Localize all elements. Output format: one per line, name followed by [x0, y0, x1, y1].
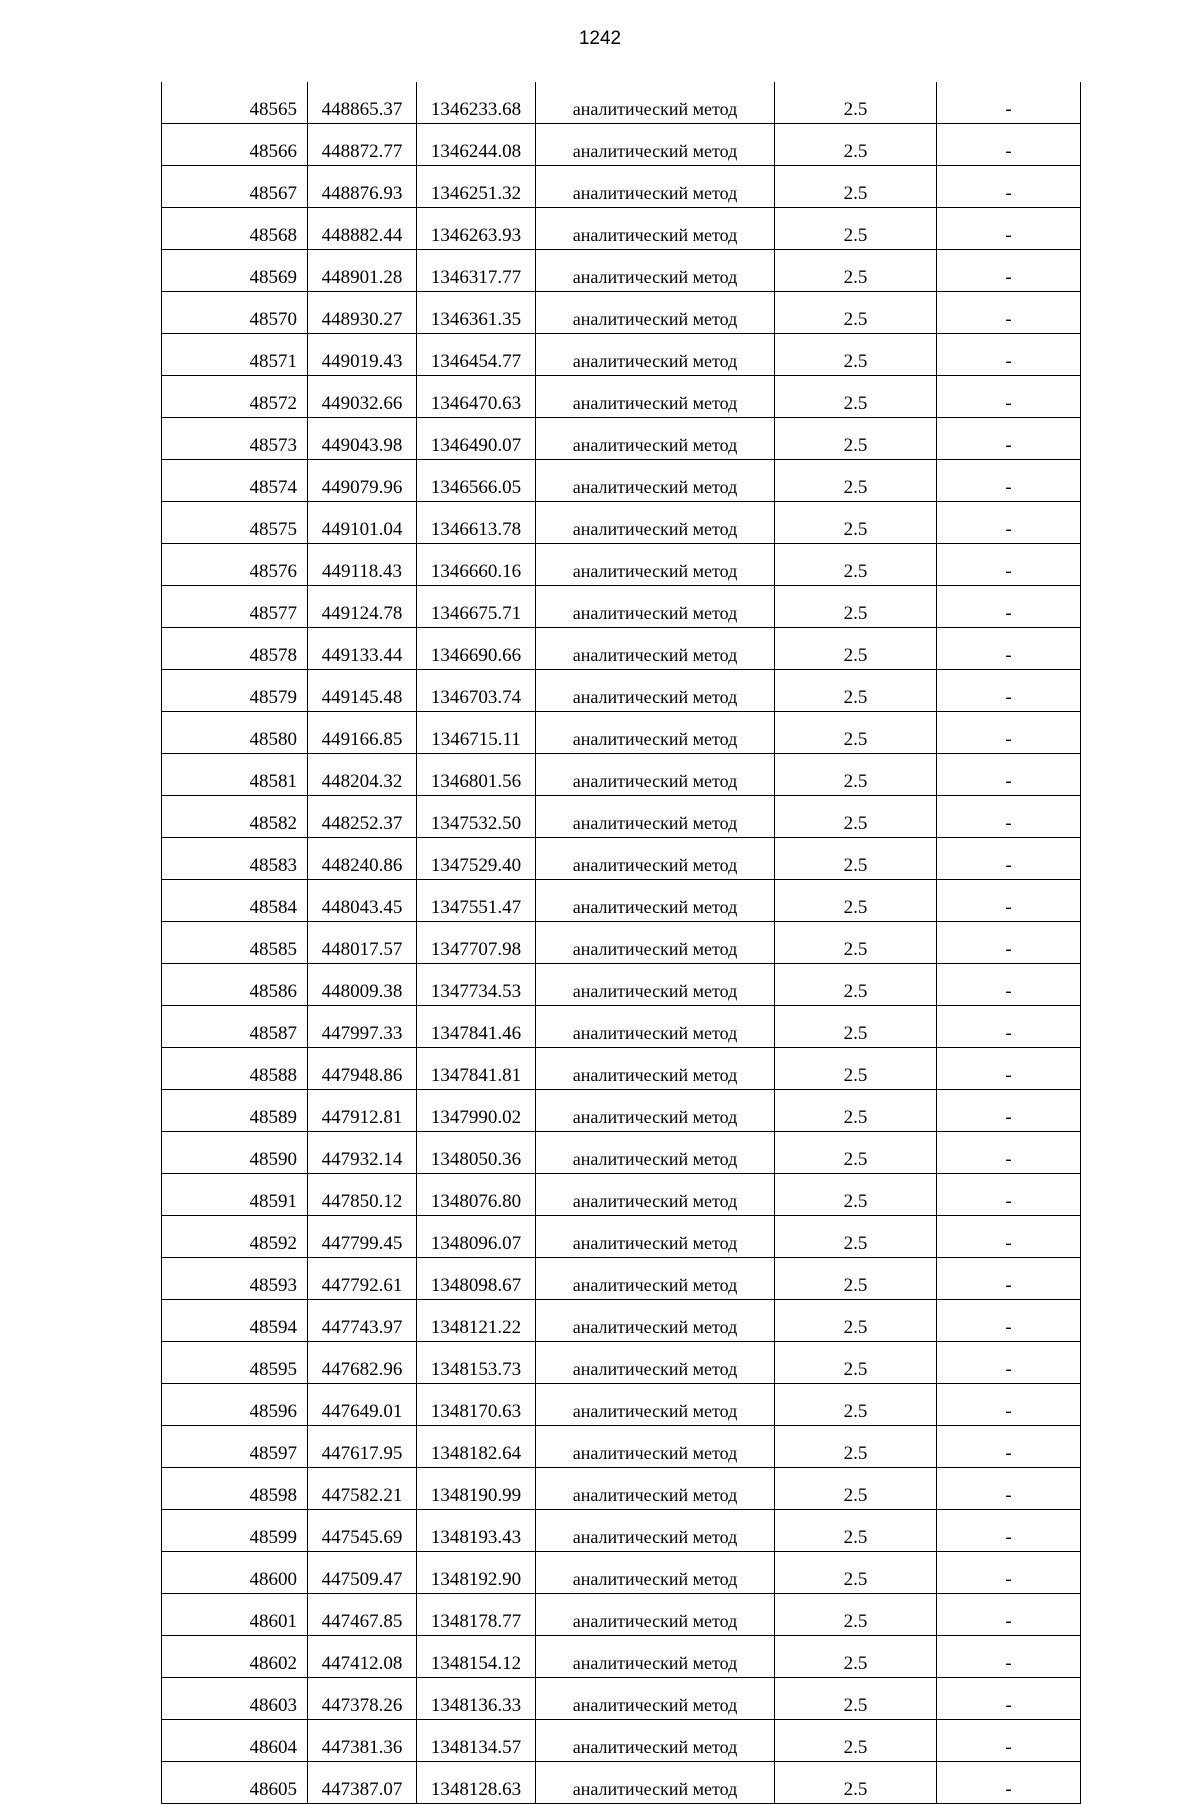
precision-cell: 2.5 [775, 1300, 937, 1342]
x-coordinate-cell: 448930.27 [308, 292, 417, 334]
y-coordinate-cell: 1346233.68 [417, 82, 536, 124]
y-coordinate-cell: 1346613.78 [417, 502, 536, 544]
x-coordinate-cell: 449079.96 [308, 460, 417, 502]
point-number-cell: 48598 [162, 1468, 308, 1510]
description-cell: - [937, 712, 1081, 754]
point-number-cell: 48573 [162, 418, 308, 460]
y-coordinate-cell: 1346454.77 [417, 334, 536, 376]
point-number-cell: 48584 [162, 880, 308, 922]
table-row [162, 82, 1081, 124]
point-number-cell: 48589 [162, 1090, 308, 1132]
table-row [162, 1510, 1081, 1552]
table-row [162, 1384, 1081, 1426]
method-cell: аналитический метод [536, 1762, 775, 1804]
description-cell: - [937, 376, 1081, 418]
precision-cell: 2.5 [775, 712, 937, 754]
point-number-cell: 48567 [162, 166, 308, 208]
y-coordinate-cell: 1346715.11 [417, 712, 536, 754]
description-cell: - [937, 670, 1081, 712]
y-coordinate-cell: 1347707.98 [417, 922, 536, 964]
method-cell: аналитический метод [536, 418, 775, 460]
table-row [162, 964, 1081, 1006]
x-coordinate-cell: 448017.57 [308, 922, 417, 964]
method-cell: аналитический метод [536, 1132, 775, 1174]
method-cell: аналитический метод [536, 1048, 775, 1090]
precision-cell: 2.5 [775, 796, 937, 838]
table-row [162, 418, 1081, 460]
x-coordinate-cell: 447743.97 [308, 1300, 417, 1342]
point-number-cell: 48587 [162, 1006, 308, 1048]
description-cell: - [937, 334, 1081, 376]
method-cell: аналитический метод [536, 964, 775, 1006]
method-cell: аналитический метод [536, 334, 775, 376]
precision-cell: 2.5 [775, 1132, 937, 1174]
method-cell: аналитический метод [536, 1006, 775, 1048]
x-coordinate-cell: 449032.66 [308, 376, 417, 418]
y-coordinate-cell: 1346660.16 [417, 544, 536, 586]
table-row [162, 376, 1081, 418]
table-row [162, 502, 1081, 544]
precision-cell: 2.5 [775, 838, 937, 880]
description-cell: - [937, 1216, 1081, 1258]
point-number-cell: 48566 [162, 124, 308, 166]
x-coordinate-cell: 449133.44 [308, 628, 417, 670]
description-cell: - [937, 1048, 1081, 1090]
precision-cell: 2.5 [775, 1678, 937, 1720]
y-coordinate-cell: 1348096.07 [417, 1216, 536, 1258]
point-number-cell: 48596 [162, 1384, 308, 1426]
description-cell: - [937, 1510, 1081, 1552]
precision-cell: 2.5 [775, 1216, 937, 1258]
table-row [162, 208, 1081, 250]
point-number-cell: 48585 [162, 922, 308, 964]
table-row [162, 1636, 1081, 1678]
method-cell: аналитический метод [536, 208, 775, 250]
precision-cell: 2.5 [775, 1384, 937, 1426]
page-number: 1242 [578, 28, 622, 49]
x-coordinate-cell: 448882.44 [308, 208, 417, 250]
description-cell: - [937, 250, 1081, 292]
description-cell: - [937, 1552, 1081, 1594]
precision-cell: 2.5 [775, 502, 937, 544]
precision-cell: 2.5 [775, 670, 937, 712]
x-coordinate-cell: 449101.04 [308, 502, 417, 544]
y-coordinate-cell: 1346490.07 [417, 418, 536, 460]
x-coordinate-cell: 448240.86 [308, 838, 417, 880]
description-cell: - [937, 460, 1081, 502]
method-cell: аналитический метод [536, 1720, 775, 1762]
y-coordinate-cell: 1347734.53 [417, 964, 536, 1006]
description-cell: - [937, 628, 1081, 670]
y-coordinate-cell: 1346251.32 [417, 166, 536, 208]
precision-cell: 2.5 [775, 754, 937, 796]
description-cell: - [937, 82, 1081, 124]
point-number-cell: 48576 [162, 544, 308, 586]
point-number-cell: 48595 [162, 1342, 308, 1384]
point-number-cell: 48572 [162, 376, 308, 418]
y-coordinate-cell: 1347532.50 [417, 796, 536, 838]
precision-cell: 2.5 [775, 418, 937, 460]
x-coordinate-cell: 449019.43 [308, 334, 417, 376]
method-cell: аналитический метод [536, 712, 775, 754]
precision-cell: 2.5 [775, 166, 937, 208]
table-row [162, 796, 1081, 838]
y-coordinate-cell: 1346566.05 [417, 460, 536, 502]
method-cell: аналитический метод [536, 838, 775, 880]
y-coordinate-cell: 1347529.40 [417, 838, 536, 880]
table-row [162, 1090, 1081, 1132]
method-cell: аналитический метод [536, 1678, 775, 1720]
x-coordinate-cell: 447381.36 [308, 1720, 417, 1762]
point-number-cell: 48590 [162, 1132, 308, 1174]
table-row [162, 1468, 1081, 1510]
point-number-cell: 48593 [162, 1258, 308, 1300]
point-number-cell: 48592 [162, 1216, 308, 1258]
point-number-cell: 48588 [162, 1048, 308, 1090]
precision-cell: 2.5 [775, 922, 937, 964]
point-number-cell: 48582 [162, 796, 308, 838]
y-coordinate-cell: 1346675.71 [417, 586, 536, 628]
description-cell: - [937, 292, 1081, 334]
x-coordinate-cell: 448043.45 [308, 880, 417, 922]
table-row [162, 1594, 1081, 1636]
precision-cell: 2.5 [775, 460, 937, 502]
point-number-cell: 48577 [162, 586, 308, 628]
description-cell: - [937, 1132, 1081, 1174]
method-cell: аналитический метод [536, 1258, 775, 1300]
description-cell: - [937, 964, 1081, 1006]
method-cell: аналитический метод [536, 1468, 775, 1510]
point-number-cell: 48578 [162, 628, 308, 670]
description-cell: - [937, 880, 1081, 922]
x-coordinate-cell: 448252.37 [308, 796, 417, 838]
y-coordinate-cell: 1346703.74 [417, 670, 536, 712]
precision-cell: 2.5 [775, 1762, 937, 1804]
y-coordinate-cell: 1347990.02 [417, 1090, 536, 1132]
y-coordinate-cell: 1346317.77 [417, 250, 536, 292]
y-coordinate-cell: 1347841.46 [417, 1006, 536, 1048]
point-number-cell: 48597 [162, 1426, 308, 1468]
point-number-cell: 48571 [162, 334, 308, 376]
description-cell: - [937, 1762, 1081, 1804]
point-number-cell: 48586 [162, 964, 308, 1006]
description-cell: - [937, 1468, 1081, 1510]
table-row [162, 880, 1081, 922]
method-cell: аналитический метод [536, 1216, 775, 1258]
x-coordinate-cell: 448901.28 [308, 250, 417, 292]
precision-cell: 2.5 [775, 1426, 937, 1468]
x-coordinate-cell: 447912.81 [308, 1090, 417, 1132]
method-cell: аналитический метод [536, 460, 775, 502]
table-row [162, 292, 1081, 334]
x-coordinate-cell: 447997.33 [308, 1006, 417, 1048]
table-row [162, 1216, 1081, 1258]
x-coordinate-cell: 448876.93 [308, 166, 417, 208]
precision-cell: 2.5 [775, 880, 937, 922]
point-number-cell: 48575 [162, 502, 308, 544]
precision-cell: 2.5 [775, 628, 937, 670]
description-cell: - [937, 838, 1081, 880]
precision-cell: 2.5 [775, 124, 937, 166]
description-cell: - [937, 922, 1081, 964]
x-coordinate-cell: 447509.47 [308, 1552, 417, 1594]
description-cell: - [937, 208, 1081, 250]
method-cell: аналитический метод [536, 628, 775, 670]
table-row [162, 1552, 1081, 1594]
y-coordinate-cell: 1348190.99 [417, 1468, 536, 1510]
y-coordinate-cell: 1348193.43 [417, 1510, 536, 1552]
precision-cell: 2.5 [775, 208, 937, 250]
method-cell: аналитический метод [536, 376, 775, 418]
x-coordinate-cell: 448009.38 [308, 964, 417, 1006]
precision-cell: 2.5 [775, 1720, 937, 1762]
point-number-cell: 48579 [162, 670, 308, 712]
x-coordinate-cell: 447682.96 [308, 1342, 417, 1384]
description-cell: - [937, 1384, 1081, 1426]
x-coordinate-cell: 447378.26 [308, 1678, 417, 1720]
precision-cell: 2.5 [775, 250, 937, 292]
precision-cell: 2.5 [775, 1510, 937, 1552]
table-row [162, 460, 1081, 502]
method-cell: аналитический метод [536, 166, 775, 208]
y-coordinate-cell: 1347841.81 [417, 1048, 536, 1090]
table-body [162, 82, 1081, 1804]
description-cell: - [937, 754, 1081, 796]
method-cell: аналитический метод [536, 292, 775, 334]
method-cell: аналитический метод [536, 82, 775, 124]
table-row [162, 838, 1081, 880]
method-cell: аналитический метод [536, 1300, 775, 1342]
method-cell: аналитический метод [536, 754, 775, 796]
y-coordinate-cell: 1348050.36 [417, 1132, 536, 1174]
method-cell: аналитический метод [536, 1384, 775, 1426]
point-number-cell: 48581 [162, 754, 308, 796]
precision-cell: 2.5 [775, 1090, 937, 1132]
point-number-cell: 48594 [162, 1300, 308, 1342]
point-number-cell: 48604 [162, 1720, 308, 1762]
y-coordinate-cell: 1346244.08 [417, 124, 536, 166]
table-row [162, 544, 1081, 586]
point-number-cell: 48580 [162, 712, 308, 754]
description-cell: - [937, 1174, 1081, 1216]
table-row [162, 628, 1081, 670]
y-coordinate-cell: 1347551.47 [417, 880, 536, 922]
x-coordinate-cell: 447792.61 [308, 1258, 417, 1300]
precision-cell: 2.5 [775, 1048, 937, 1090]
y-coordinate-cell: 1348154.12 [417, 1636, 536, 1678]
table-row [162, 922, 1081, 964]
table-row [162, 1174, 1081, 1216]
method-cell: аналитический метод [536, 1342, 775, 1384]
y-coordinate-cell: 1346690.66 [417, 628, 536, 670]
x-coordinate-cell: 447545.69 [308, 1510, 417, 1552]
method-cell: аналитический метод [536, 880, 775, 922]
x-coordinate-cell: 447932.14 [308, 1132, 417, 1174]
table-row [162, 1342, 1081, 1384]
point-number-cell: 48601 [162, 1594, 308, 1636]
description-cell: - [937, 1090, 1081, 1132]
x-coordinate-cell: 449043.98 [308, 418, 417, 460]
x-coordinate-cell: 448865.37 [308, 82, 417, 124]
x-coordinate-cell: 447617.95 [308, 1426, 417, 1468]
description-cell: - [937, 796, 1081, 838]
method-cell: аналитический метод [536, 1636, 775, 1678]
y-coordinate-cell: 1348182.64 [417, 1426, 536, 1468]
precision-cell: 2.5 [775, 1636, 937, 1678]
x-coordinate-cell: 447582.21 [308, 1468, 417, 1510]
x-coordinate-cell: 448204.32 [308, 754, 417, 796]
precision-cell: 2.5 [775, 1342, 937, 1384]
method-cell: аналитический метод [536, 586, 775, 628]
description-cell: - [937, 1300, 1081, 1342]
y-coordinate-cell: 1346263.93 [417, 208, 536, 250]
point-number-cell: 48583 [162, 838, 308, 880]
table-row [162, 1132, 1081, 1174]
point-number-cell: 48591 [162, 1174, 308, 1216]
description-cell: - [937, 1678, 1081, 1720]
table-row [162, 1006, 1081, 1048]
x-coordinate-cell: 447948.86 [308, 1048, 417, 1090]
point-number-cell: 48599 [162, 1510, 308, 1552]
description-cell: - [937, 502, 1081, 544]
y-coordinate-cell: 1348170.63 [417, 1384, 536, 1426]
method-cell: аналитический метод [536, 1510, 775, 1552]
x-coordinate-cell: 447850.12 [308, 1174, 417, 1216]
description-cell: - [937, 1006, 1081, 1048]
method-cell: аналитический метод [536, 1090, 775, 1132]
precision-cell: 2.5 [775, 1552, 937, 1594]
precision-cell: 2.5 [775, 1174, 937, 1216]
coordinates-table [161, 82, 1081, 1804]
x-coordinate-cell: 449124.78 [308, 586, 417, 628]
precision-cell: 2.5 [775, 586, 937, 628]
method-cell: аналитический метод [536, 1552, 775, 1594]
table-row [162, 1426, 1081, 1468]
point-number-cell: 48568 [162, 208, 308, 250]
description-cell: - [937, 1342, 1081, 1384]
y-coordinate-cell: 1348128.63 [417, 1762, 536, 1804]
table-row [162, 1762, 1081, 1804]
method-cell: аналитический метод [536, 670, 775, 712]
y-coordinate-cell: 1348178.77 [417, 1594, 536, 1636]
precision-cell: 2.5 [775, 376, 937, 418]
y-coordinate-cell: 1348134.57 [417, 1720, 536, 1762]
y-coordinate-cell: 1348076.80 [417, 1174, 536, 1216]
precision-cell: 2.5 [775, 544, 937, 586]
point-number-cell: 48570 [162, 292, 308, 334]
table-row [162, 670, 1081, 712]
description-cell: - [937, 1594, 1081, 1636]
table-row [162, 334, 1081, 376]
y-coordinate-cell: 1346470.63 [417, 376, 536, 418]
method-cell: аналитический метод [536, 250, 775, 292]
point-number-cell: 48602 [162, 1636, 308, 1678]
table-row [162, 586, 1081, 628]
description-cell: - [937, 1426, 1081, 1468]
precision-cell: 2.5 [775, 964, 937, 1006]
x-coordinate-cell: 447649.01 [308, 1384, 417, 1426]
description-cell: - [937, 1720, 1081, 1762]
method-cell: аналитический метод [536, 544, 775, 586]
y-coordinate-cell: 1346801.56 [417, 754, 536, 796]
coordinates-table-container [161, 82, 1081, 1804]
table-row [162, 1720, 1081, 1762]
table-row [162, 712, 1081, 754]
precision-cell: 2.5 [775, 334, 937, 376]
method-cell: аналитический метод [536, 922, 775, 964]
description-cell: - [937, 1258, 1081, 1300]
point-number-cell: 48565 [162, 82, 308, 124]
precision-cell: 2.5 [775, 1468, 937, 1510]
point-number-cell: 48605 [162, 1762, 308, 1804]
x-coordinate-cell: 449118.43 [308, 544, 417, 586]
precision-cell: 2.5 [775, 292, 937, 334]
precision-cell: 2.5 [775, 82, 937, 124]
table-row [162, 1258, 1081, 1300]
x-coordinate-cell: 447387.07 [308, 1762, 417, 1804]
method-cell: аналитический метод [536, 502, 775, 544]
y-coordinate-cell: 1348098.67 [417, 1258, 536, 1300]
precision-cell: 2.5 [775, 1594, 937, 1636]
point-number-cell: 48603 [162, 1678, 308, 1720]
point-number-cell: 48600 [162, 1552, 308, 1594]
method-cell: аналитический метод [536, 124, 775, 166]
x-coordinate-cell: 447412.08 [308, 1636, 417, 1678]
x-coordinate-cell: 448872.77 [308, 124, 417, 166]
table-row [162, 1300, 1081, 1342]
x-coordinate-cell: 449166.85 [308, 712, 417, 754]
y-coordinate-cell: 1346361.35 [417, 292, 536, 334]
method-cell: аналитический метод [536, 1426, 775, 1468]
x-coordinate-cell: 447799.45 [308, 1216, 417, 1258]
point-number-cell: 48574 [162, 460, 308, 502]
description-cell: - [937, 544, 1081, 586]
y-coordinate-cell: 1348121.22 [417, 1300, 536, 1342]
precision-cell: 2.5 [775, 1258, 937, 1300]
y-coordinate-cell: 1348136.33 [417, 1678, 536, 1720]
method-cell: аналитический метод [536, 1594, 775, 1636]
method-cell: аналитический метод [536, 1174, 775, 1216]
table-row [162, 166, 1081, 208]
description-cell: - [937, 166, 1081, 208]
table-row [162, 124, 1081, 166]
description-cell: - [937, 418, 1081, 460]
precision-cell: 2.5 [775, 1006, 937, 1048]
point-number-cell: 48569 [162, 250, 308, 292]
table-row [162, 1048, 1081, 1090]
description-cell: - [937, 124, 1081, 166]
table-row [162, 1678, 1081, 1720]
method-cell: аналитический метод [536, 796, 775, 838]
table-row [162, 754, 1081, 796]
y-coordinate-cell: 1348153.73 [417, 1342, 536, 1384]
description-cell: - [937, 1636, 1081, 1678]
x-coordinate-cell: 449145.48 [308, 670, 417, 712]
x-coordinate-cell: 447467.85 [308, 1594, 417, 1636]
table-row [162, 250, 1081, 292]
description-cell: - [937, 586, 1081, 628]
y-coordinate-cell: 1348192.90 [417, 1552, 536, 1594]
